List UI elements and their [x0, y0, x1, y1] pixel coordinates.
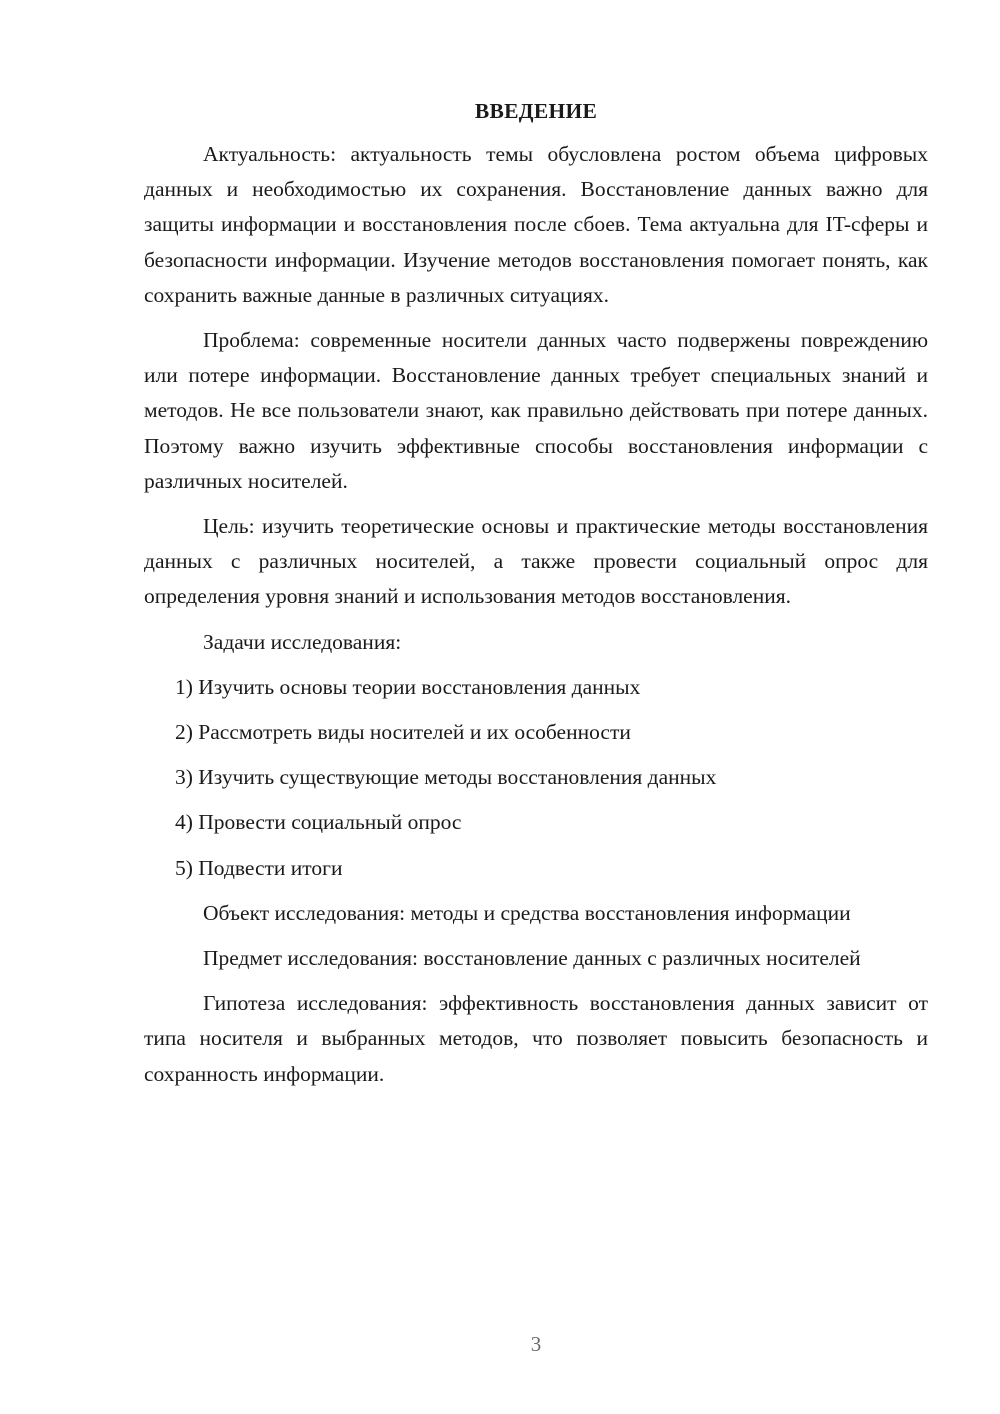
paragraph-problem: Проблема: современные носители данных часто подвержены повреждению или потере информации. Восстановление данных требует специальных знаний и методов. Не все пользователи знают, как правильно действовать при потере данных. Поэтому важно изучить эффективные способы восстановления информации с различных носителей.: [144, 328, 928, 493]
page-content: [144, 96, 928, 1102]
page-number: 3: [530, 1332, 542, 1356]
section-title: ВВЕДЕНИЕ: [474, 99, 598, 123]
paragraph-object: Объект исследования: методы и средства восстановления информации: [203, 900, 851, 925]
tasks-heading: Задачи исследования:: [203, 629, 402, 654]
paragraph-relevance: Актуальность: актуальность темы обусловлена ростом объема цифровых данных и необходимостью их сохранения. Восстановление данных важно для защиты информации и восстановления после сбоев. Тема актуальна для IT-сферы и безопасности информации. Изучение методов восстановления помогает понять, как сохранить важные данные в различных ситуациях.: [144, 142, 928, 307]
task-item-3: 3) Изучить существующие методы восстановления данных: [175, 765, 717, 790]
task-item-2: 2) Рассмотреть виды носителей и их особенности: [175, 720, 631, 745]
task-item-1: 1) Изучить основы теории восстановления данных: [175, 674, 641, 699]
paragraph-hypothesis: Гипотеза исследования: эффективность восстановления данных зависит от типа носителя и выбранных методов, что позволяет повысить безопасность и сохранность информации.: [144, 991, 928, 1086]
task-item-4: 4) Провести социальный опрос: [175, 810, 462, 835]
task-item-5: 5) Подвести итоги: [175, 855, 343, 880]
paragraph-subject: Предмет исследования: восстановление данных с различных носителей: [203, 946, 861, 971]
paragraph-goal: Цель: изучить теоретические основы и практические методы восстановления данных с различных носителей, а также провести социальный опрос для определения уровня знаний и использования методов восстановления.: [144, 514, 928, 609]
